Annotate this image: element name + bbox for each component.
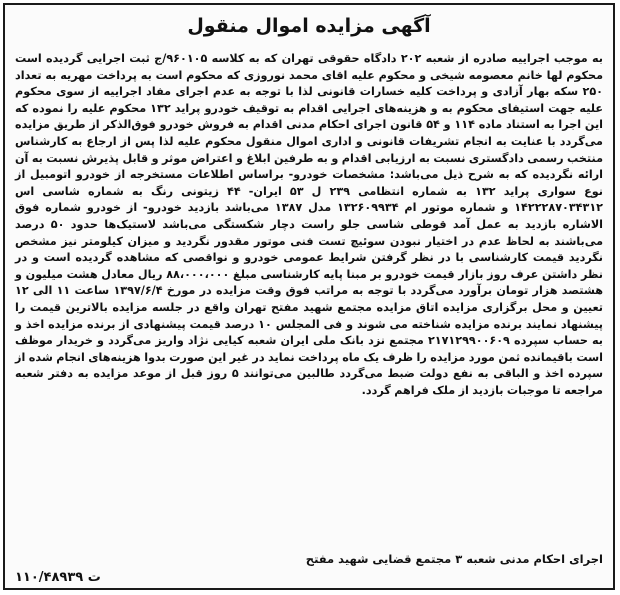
notice-body: به موجب اجراییه صادره از شعبه ۲۰۲ دادگاه حقوقی تهران که به کلاسه ۹۶۰۱۰۵/ج ثبت اجرایی گردیده است محکوم لها خانم معصومه شیخی و محکوم علیه اقای محمد نوروزی که محکوم است به پرداخت مهریه به تعداد ۲۵۰ سکه بهار آزادی و پرداخت کلیه خسارات قانونی لذا با توجه به عدم اجرای مفاد اجراییه از سوی محکوم علیه جهت استیفای محکوم به و هزینه‌های اجرایی اقدام به توقیف خودرو پراید ۱۳۲ محکوم علیه را نموده که این اجرا به استناد ماده ۱۱۴ و ۵۴ قانون اجرای احکام مدنی اقدام به فروش خودرو فوق‌الذکر از طریق مزایده می‌گردد با عنایت به انجام تشریفات قانونی و اداری اموال منقول محکوم علیه لذا پس از ارجاع به کارشناس منتخب رسمی دادگستری نسبت به ارزیابی اقدام و به طرفین ابلاغ و اعتراض موثر و قابل پذیرش نسبت به آن ارائه نگردیده که به شرح ذیل می‌باشد: مشخصات خودرو- براساس اطلاعات مستخرجه از خودرو اتومبیل از نوع سواری پراید ۱۳۲ به شماره انتظامی ۲۳۹ ل ۵۳ ایران- ۴۴ زیتونی رنگ به شماره شاسی اس ۱۴۲۲۲۸۷۰۳۴۳۱۲ و شماره موتور ام ۱۳۲۶۰۹۹۳۴ مدل ۱۳۸۷ می‌باشد بازدید خودرو- از خودرو شماره فوق الاشاره بازدید به عمل آمد قوطی شاسی جلو راست دچار شکستگی می‌باشد لاستیک‌ها حدود ۵۰ درصد می‌باشند به لحاظ عدم در اختیار نبودن سوئیچ تست فنی موتور مقدور نگردید و میزان کیلومتر نیز مشخص نگردید قیمت کارشناسی با در نظر گرفتن شرایط عمومی خودرو و نواقصی که مشاهده گردیده است و در نظر داشتن عرف روز بازار قیمت خودرو بر مبنا پایه کارشناسی مبلغ ۸۸،۰۰۰،۰۰۰ ریال معادل هشت میلیون و هشتصد هزار تومان برآورد می‌گردد با توجه به مراتب فوق وقت مزایده در مورخ ۱۳۹۷/۶/۴ ساعت ۱۱ الی ۱۲ تعیین و محل برگزاری مزایده اتاق مزایده مجتمع شهید مفتح تهران واقع در جلسه مزایده بالاترین قیمت را پیشنهاد نمایند برنده مزایده شناخته می شوند و فی المجلس ۱۰ درصد قیمت پیشنهادی از برنده مزایده اخذ و به حساب سپرده ۲۱۷۱۲۹۹۰۰۶۰۹ مجتمع نزد بانک ملی ایران شعبه کیایی نژاد واریز می‌گردد و خریدار موظف است باقیمانده ثمن مورد مزایده را ظرف یک ماه پرداخت نماید در غیر این صورت بدوا هزینه‌های انجام شده از سپرده اخذ و الباقی به نفع دولت ضبط می‌گردد طالبین می‌توانند ۵ روز قبل از موعد مزایده به دفتر شعبه مراجعه تا موجبات بازدید از ملک فراهم گردد. (15, 52, 604, 397)
issuer-signature: اجرای احکام مدنی شعبه ۳ مجتمع قضایی شهید مفتح (305, 552, 603, 566)
auction-notice (3, 3, 615, 590)
notice-footer (15, 552, 603, 590)
notice-title: آگهی مزایده اموال منقول (187, 15, 431, 37)
reference-code: ۱۱۰/۴۸۹۳۹ ت (15, 570, 101, 585)
